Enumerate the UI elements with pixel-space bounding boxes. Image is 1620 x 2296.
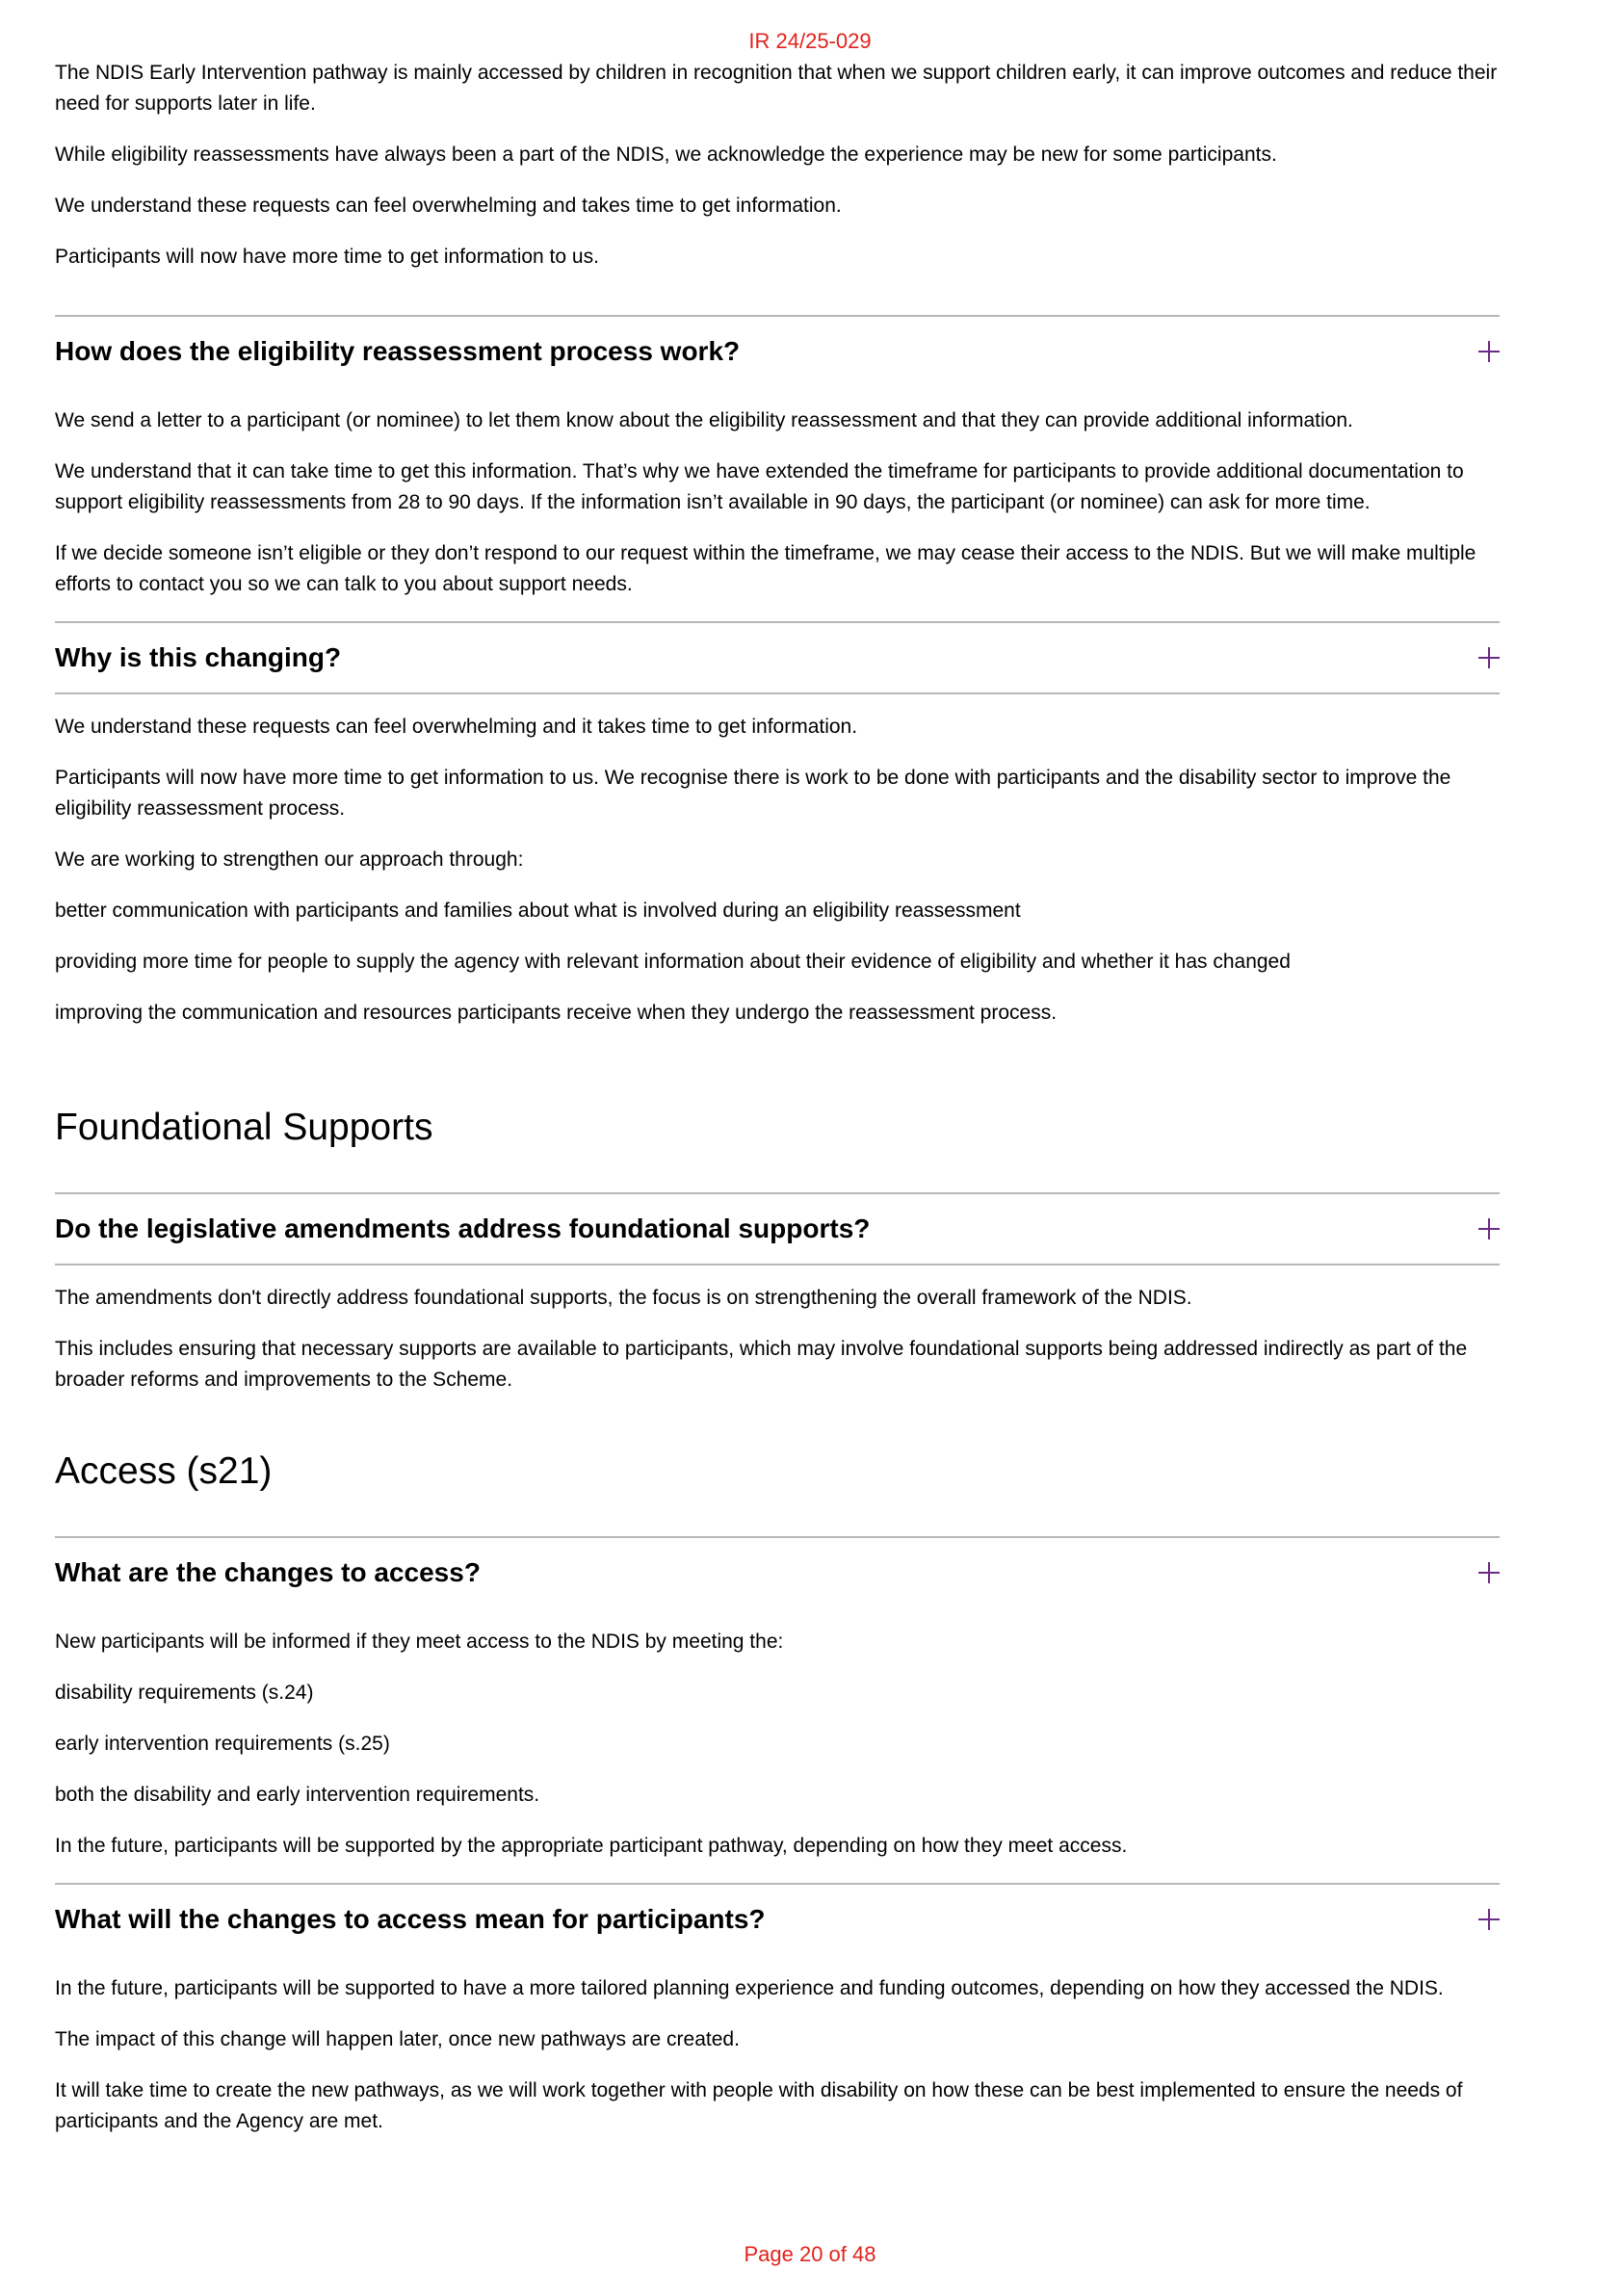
body-paragraph: We understand these requests can feel overwhelming and it takes time to get information. — [55, 716, 858, 738]
list-item: providing more time for people to supply the agency with relevant information about their evidence of eligibility and whether it has changed — [55, 951, 1291, 973]
list-item: both the disability and early intervention requirements. — [55, 1784, 540, 1806]
body-paragraph: In the future, participants will be supported to have a more tailored planning experience and funding outcomes, depending on how they accessed the NDIS. — [55, 1977, 1444, 1999]
accordion-header-why-changing[interactable] — [55, 621, 1500, 694]
body-paragraph: If we decide someone isn’t eligible or they don’t respond to our request within the timeframe, we may cease their access to the NDIS. But we will make multiple efforts to contact you so we can talk to you about support needs. — [55, 542, 1476, 595]
body-paragraph: In the future, participants will be supported by the appropriate participant pathway, depending on how they meet access. — [55, 1835, 1128, 1857]
body-paragraph: New participants will be informed if they meet access to the NDIS by meeting the: — [55, 1631, 784, 1653]
body-paragraph: We are working to strengthen our approach through: — [55, 848, 524, 871]
expand-plus-icon[interactable] — [1478, 1909, 1500, 1930]
body-paragraph: The impact of this change will happen later, once new pathways are created. — [55, 2028, 740, 2050]
accordion-header-reassessment-process[interactable] — [55, 315, 1500, 386]
body-paragraph: We understand that it can take time to get this information. That’s why we have extended the timeframe for participants to provide additional documentation to support eligibility reassessments from 28 to 90 days. If the information isn’t available in 90 days, the participant (or nominee) can ask for more time. — [55, 460, 1464, 513]
expand-plus-icon[interactable] — [1478, 1562, 1500, 1583]
section-heading-foundational-supports: Foundational Supports — [55, 1107, 433, 1148]
accordion-body — [55, 1607, 1500, 1862]
intro-paragraph: While eligibility reassessments have always been a part of the NDIS, we acknowledge the experience may be new for some participants. — [55, 144, 1277, 166]
list-item: disability requirements (s.24) — [55, 1682, 314, 1704]
expand-plus-icon[interactable] — [1478, 1218, 1500, 1239]
accordion-header-changes-to-access[interactable] — [55, 1536, 1500, 1607]
body-paragraph: This includes ensuring that necessary supports are available to participants, which may involve foundational supports being addressed indirectly as part of the broader reforms and improvements to the Scheme. — [55, 1338, 1468, 1391]
accordion-title: What will the changes to access mean for participants? — [55, 1904, 766, 1934]
accordion-body — [55, 1954, 1500, 2137]
accordion-title: Why is this changing? — [55, 642, 342, 672]
intro-paragraph: Participants will now have more time to get information to us. — [55, 246, 599, 268]
list-item: improving the communication and resources participants receive when they undergo the reassessment process. — [55, 1002, 1058, 1024]
list-item: early intervention requirements (s.25) — [55, 1733, 390, 1755]
page-content — [55, 58, 1500, 2137]
intro-paragraph: The NDIS Early Intervention pathway is mainly accessed by children in recognition that when we support children early, it can improve outcomes and reduce their need for supports later in life. — [55, 62, 1498, 115]
section-heading-access: Access (s21) — [55, 1450, 273, 1492]
accordion-title: Do the legislative amendments address foundational supports? — [55, 1213, 871, 1243]
expand-plus-icon[interactable] — [1478, 647, 1500, 668]
list-item: better communication with participants and families about what is involved during an eligibility reassessment — [55, 900, 1021, 922]
accordion-header-access-meaning[interactable] — [55, 1883, 1500, 1954]
accordion-body — [55, 1265, 1500, 1396]
body-paragraph: It will take time to create the new pathways, as we will work together with people with disability on how these can be best implemented to ensure the needs of participants and the Agency are met. — [55, 2079, 1463, 2132]
accordion-body — [55, 386, 1500, 600]
intro-paragraph: We understand these requests can feel overwhelming and takes time to get information. — [55, 195, 842, 217]
document-reference: IR 24/25-029 — [748, 29, 872, 53]
accordion-header-foundational-supports[interactable] — [55, 1192, 1500, 1265]
accordion-title: What are the changes to access? — [55, 1557, 481, 1587]
expand-plus-icon[interactable] — [1478, 341, 1500, 362]
body-paragraph: We send a letter to a participant (or nominee) to let them know about the eligibility reassessment and that they can provide additional information. — [55, 409, 1353, 431]
body-paragraph: Participants will now have more time to get information to us. We recognise there is work to be done with participants and the disability sector to improve the eligibility reassessment process. — [55, 767, 1451, 820]
page-number: Page 20 of 48 — [744, 2242, 876, 2266]
body-paragraph: The amendments don't directly address foundational supports, the focus is on strengthening the overall framework of the NDIS. — [55, 1287, 1192, 1309]
accordion-title: How does the eligibility reassessment process work? — [55, 336, 741, 366]
accordion-body — [55, 694, 1500, 1029]
intro-block — [55, 58, 1500, 273]
